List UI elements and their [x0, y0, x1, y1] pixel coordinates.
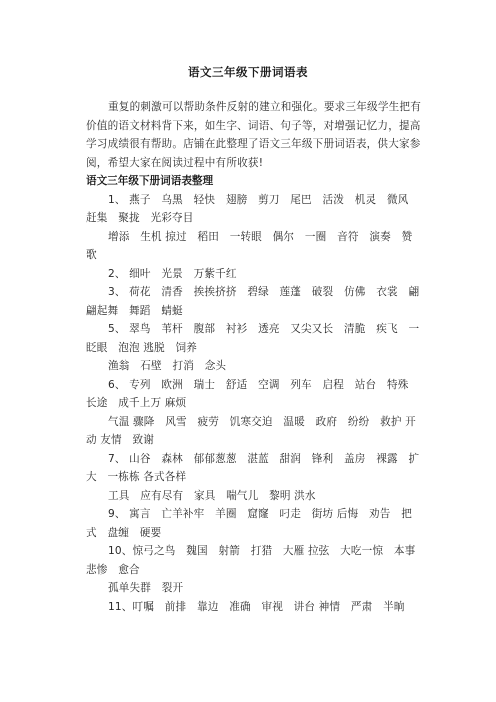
vocab-line: 6、 专列 欧洲 瑞士 舒适 空调 列车 启程 站台 特殊 长途 成千上万 麻烦: [86, 378, 420, 409]
vocab-line: 2、 细叶 光景 万紫千红: [108, 267, 237, 280]
page-title: 语文三年级下册词语表: [188, 65, 308, 79]
vocab-line: 5、 翠鸟 苇杆 腹部 衬衫 透亮 又尖又长 清脆 疾飞 一眨眼 泡泡 逃脱 饲养: [86, 323, 420, 354]
vocab-line: 工具 应有尽有 家具 喘气儿 黎明 洪水: [108, 489, 316, 502]
vocab-line: 3、 荷花 清香 挨挨挤挤 碧绿 莲蓬 破裂 仿佛 衣裳 翩翩起舞 舞蹈 蜻蜓: [86, 286, 420, 317]
section-heading: 语文三年级下册词语表整理: [86, 175, 214, 187]
vocab-line: 11、叮嘱 前排 靠边 准确 审视 讲台 神情 严肃 半晌: [108, 600, 405, 613]
vocab-line: 气温 骤降 风雪 疲劳 饥寒交迫 温暖 政府 纷纷 救护 开动 友情 致谢: [86, 415, 416, 446]
vocab-line: 7、 山谷 森林 郁郁葱葱 湛蓝 甜润 锋利 盖房 裸露 扩大 一栋栋 各式各样: [86, 452, 420, 483]
vocab-line: 孤单失群 裂开: [108, 582, 184, 594]
document-body: [86, 98, 427, 616]
intro-paragraph: 重复的刺激可以帮助条件反射的建立和强化。要求三年级学生把有价值的语文材料背下来，如生字、词语、句子等，对增强记忆力，提高学习成绩很有帮助。店铺在此整理了语文三年级下册词语表，供大家参阅，希望大家在阅读过程中有所收获!: [86, 101, 422, 169]
vocab-line: 增添 生机 掠过 稻田 一转眼 偶尔 一圈 音符 演奏 赞歌: [86, 230, 413, 261]
vocab-line: 1、 燕子 乌黑 轻快 翅膀 剪刀 尾巴 活泼 机灵 微风 赶集 聚拢 光彩夺目: [86, 193, 420, 224]
vocab-line: 9、 寓言 亡羊补牢 羊圈 窟窿 叼走 街坊 后悔 劝告 把式 盘缠 硬要: [86, 508, 413, 539]
vocab-line: 10、惊弓之鸟 魏国 射箭 打猎 大雁 拉弦 大吃一惊 本事 悲惨 愈合: [86, 545, 427, 576]
vocab-line: 渔翁 石壁 打消 念头: [108, 360, 227, 372]
